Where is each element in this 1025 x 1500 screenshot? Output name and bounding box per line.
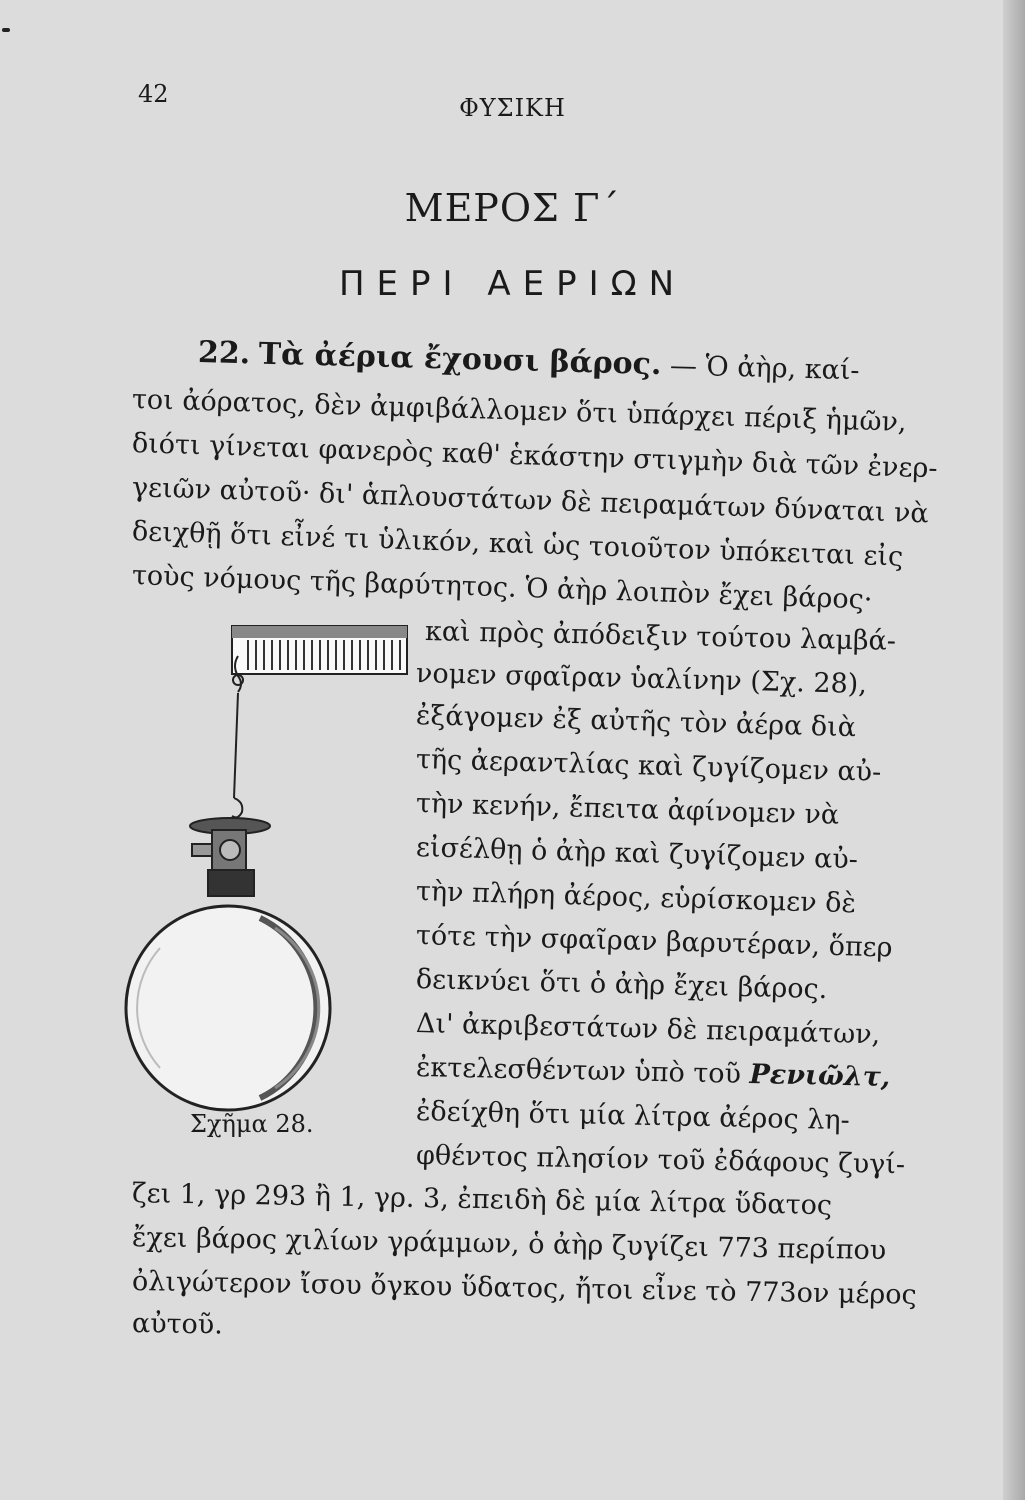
side-line: τότε τὴν σφαῖραν βαρυτέραν, ὅπερ — [415, 920, 893, 964]
section-heading-line — [197, 335, 860, 387]
section-lead-text: — Ὁ ἀὴρ, καί- — [669, 350, 860, 387]
side-line: νομεν σφαῖραν ὑαλίνην (Σχ. 28), — [415, 658, 868, 701]
body-line: γειῶν αὐτοῦ· δι' ἁπλουστάτων δὲ πειραμάτων δύναται νὰ — [131, 472, 930, 530]
body-line: ἔχει βάρος χιλίων γράμμων, ὁ ἀὴρ ζυγίζει 773 περίπου — [131, 1222, 887, 1267]
side-line: καὶ πρὸς ἀπόδειξιν τούτου λαμβά- — [424, 616, 897, 657]
section-heading: Τὰ ἀέρια ἔχουσι βάρος. — [258, 336, 662, 383]
body-line: τοὺς νόμους τῆς βαρύτητος. Ὁ ἀὴρ λοιπὸν ἔχει βάρος· — [131, 560, 873, 616]
body-line: διότι γίνεται φανερὸς καθ' ἑκάστην στιγμὴν διὰ τῶν ἐνερ- — [131, 428, 938, 485]
side-line: δεικνύει ὅτι ὁ ἀὴρ ἔχει βάρος. — [415, 964, 828, 1006]
side-line — [416, 1054, 891, 1091]
side-line: ἐξάγομεν ἐξ αὐτῆς τὸν ἀέρα διὰ — [415, 700, 857, 744]
side-line: εἰσέλθῃ ὁ ἀὴρ καὶ ζυγίζομεν αὐ- — [415, 832, 859, 876]
chapter-title: ΠΕΡΙ ΑΕΡΙΩΝ — [338, 264, 687, 304]
body-line: ζει 1, γρ 293 ἢ 1, γρ. 3, ἐπειδὴ δὲ μία λίτρα ὕδατος — [131, 1178, 833, 1222]
glass-sphere-icon — [126, 906, 330, 1110]
body-line: αὐτοῦ. — [131, 1308, 224, 1341]
side-line: ἐδείχθη ὅτι μία λίτρα ἀέρος λη- — [415, 1096, 851, 1137]
side-line: Δι' ἀκριβεστάτων δὲ πειραμάτων, — [415, 1008, 881, 1051]
figure-caption: Σχῆμα 28. — [190, 1110, 314, 1138]
body-line: τοι ἀόρατος, δὲν ἀμφιβάλλομεν ὅτι ὑπάρχει πέριξ ἡμῶν, — [131, 384, 907, 438]
side-line: τὴν πλήρη ἀέρος, εὑρίσκομεν δὲ — [415, 876, 857, 920]
part-title: ΜΕΡΟΣ Γ΄ — [404, 186, 621, 230]
side-line-text: ἐκτελεσθέντων ὑπὸ τοῦ — [415, 1052, 742, 1090]
glass-sphere-figure — [120, 618, 420, 1118]
page-edge-mark — [2, 28, 10, 32]
hook-icon — [232, 656, 243, 817]
section-number: 22. — [197, 335, 251, 372]
balance-beam-icon — [232, 626, 407, 674]
side-line: φθέντος πλησίον τοῦ ἐδάφους ζυγί- — [415, 1140, 906, 1181]
running-head: ΦΥΣΙΚΗ — [459, 94, 566, 122]
author-name: Ρενιῶλτ, — [749, 1058, 891, 1093]
page-number: 42 — [138, 80, 169, 108]
side-line: τὴν κενήν, ἔπειτα ἀφίνομεν νὰ — [415, 788, 840, 831]
body-line: ὀλιγώτερον ἴσου ὄγκου ὕδατος, ἤτοι εἶνε τὸ 773ον μέρος — [131, 1266, 917, 1311]
body-line: δειχθῇ ὅτι εἶνέ τι ὑλικόν, καὶ ὡς τοιοῦτον ὑπόκειται εἰς — [131, 516, 904, 573]
stopcock-icon — [190, 818, 270, 896]
side-line: τῆς ἀεραντλίας καὶ ζυγίζομεν αὐ- — [415, 744, 882, 788]
